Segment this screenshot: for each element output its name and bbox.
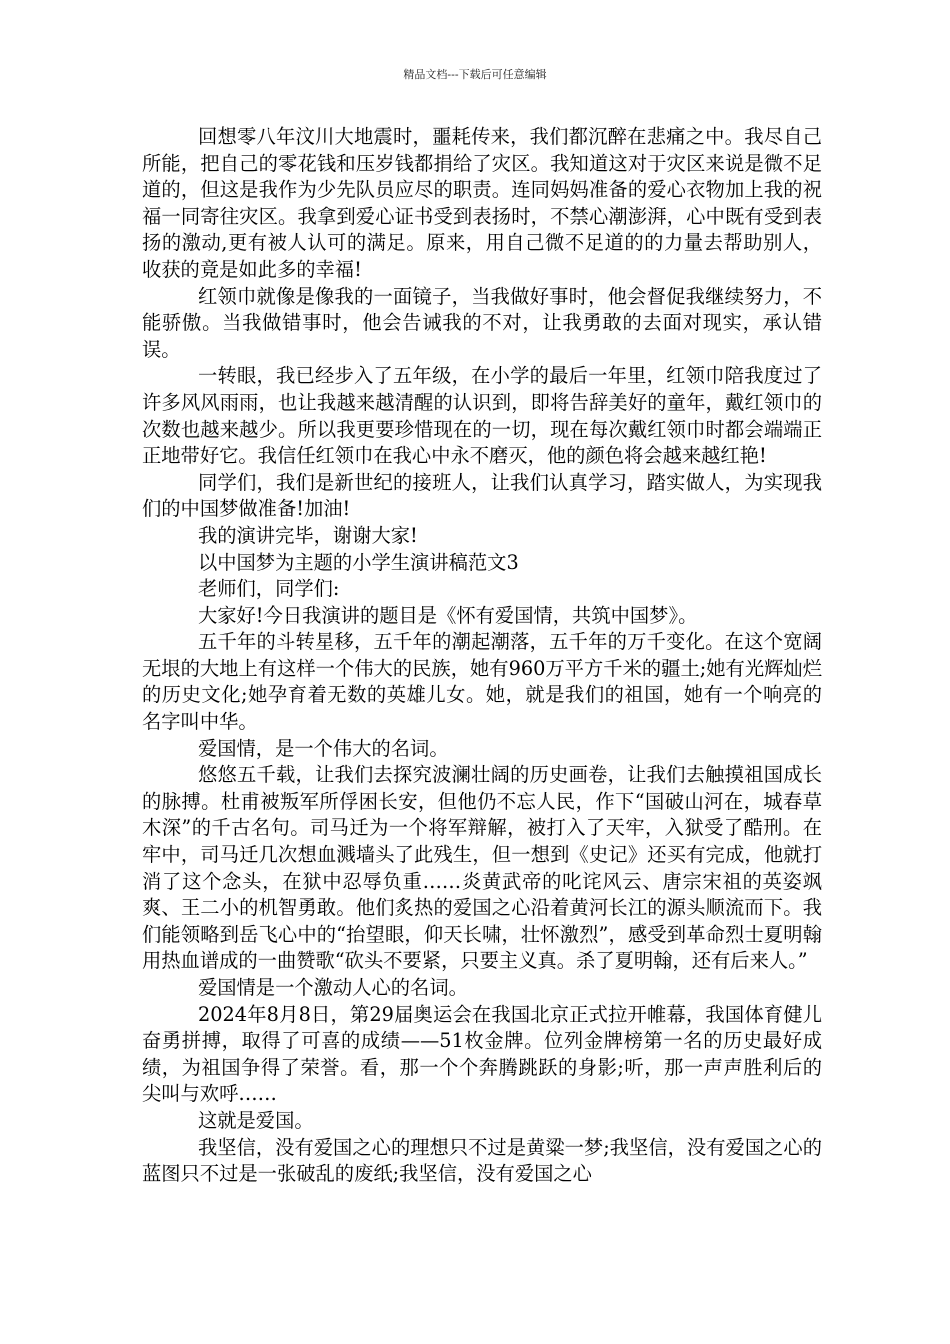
paragraph: 大家好!今日我演讲的题目是《怀有爱国情，共筑中国梦》。 (197, 603, 698, 627)
paragraph: 五千年的斗转星移，五千年的潮起潮落，五千年的万千变化。在这个宽阔无垠的大地上有这样一个伟大的民族，她有960万平方千米的疆土;她有光辉灿烂的历史文化;她孕育着无数的英雄儿女。她，就是我们的祖国，她有一个响亮的名字叫中华。 (142, 630, 822, 734)
greeting: 老师们，同学们: (197, 577, 340, 601)
document-body (142, 124, 822, 1188)
section-title: 以中国梦为主题的小学生演讲稿范文3 (197, 550, 519, 574)
paragraph: 我的演讲完毕，谢谢大家! (197, 523, 418, 547)
paragraph: 2024年8月8日，第29届奥运会在我国北京正式拉开帷幕，我国体育健儿奋勇拼搏，取得了可喜的成绩——51枚金牌。位列金牌榜第一名的历史最好成绩，为祖国争得了荣誉。看，那一个个奔腾跳跃的身影;听，那一声声胜利后的尖叫与欢呼…… (142, 1002, 822, 1106)
paragraph: 我坚信，没有爱国之心的理想只不过是黄粱一梦;我坚信，没有爱国之心的蓝图只不过是一张破乱的废纸;我坚信，没有爱国之心 (142, 1135, 822, 1186)
paragraph: 红领巾就像是像我的一面镜子，当我做好事时，他会督促我继续努力，不能骄傲。当我做错事时，他会告诫我的不对，让我勇敢的去面对现实，承认错误。 (142, 284, 822, 361)
paragraph: 回想零八年汶川大地震时，噩耗传来，我们都沉醉在悲痛之中。我尽自己所能，把自己的零花钱和压岁钱都捐给了灾区。我知道这对于灾区来说是微不足道的，但这是我作为少先队员应尽的职责。连同妈妈准备的爱心衣物加上我的祝福一同寄往灾区。我拿到爱心证书受到表扬时，不禁心潮澎湃，心中既有受到表扬的激动,更有被人认可的满足。原来，用自己微不足道的的力量去帮助别人，收获的竟是如此多的幸福! (142, 125, 822, 281)
page-header: 精品文档---下载后可任意编辑 (403, 68, 547, 81)
paragraph: 爱国情是一个激动人心的名词。 (197, 976, 468, 999)
paragraph: 爱国情，是一个伟大的名词。 (197, 736, 449, 760)
paragraph: 同学们，我们是新世纪的接班人，让我们认真学习，踏实做人，为实现我们的中国梦做准备!加油! (142, 470, 822, 521)
paragraph: 悠悠五千载，让我们去探究波澜壮阔的历史画卷，让我们去触摸祖国成长的脉搏。杜甫被叛军所俘困长安，但他仍不忘人民，作下“国破山河在，城春草木深”的千古名句。司马迁为一个将军辩解，被打入了天牢，入狱受了酷刑。在牢中，司马迁几次想血溅墙头了此残生，但一想到《史记》还买有完成，他就打消了这个念头，在狱中忍辱负重……炎黄武帝的叱诧风云、唐宗宋祖的英姿飒爽、王二小的机智勇敢。他们炙热的爱国之心沿着黄河长江的源头顺流而下。我们能领略到岳飞心中的“抬望眼，仰天长啸，壮怀激烈”，感受到革命烈士夏明翰用热血谱成的一曲赞歌“砍头不要紧，只要主义真。杀了夏明翰，还有后来人。” (142, 763, 822, 973)
paragraph: 这就是爱国。 (197, 1108, 314, 1132)
paragraph: 一转眼，我已经步入了五年级，在小学的最后一年里，红领巾陪我度过了许多风风雨雨，也让我越来越清醒的认识到，即将告辞美好的童年，戴红领巾的次数也越来越少。所以我更要珍惜现在的一切，现在每次戴红领巾时都会端端正正地带好它。我信任红领巾在我心中永不磨灭，他的颜色将会越来越红艳! (142, 364, 822, 468)
